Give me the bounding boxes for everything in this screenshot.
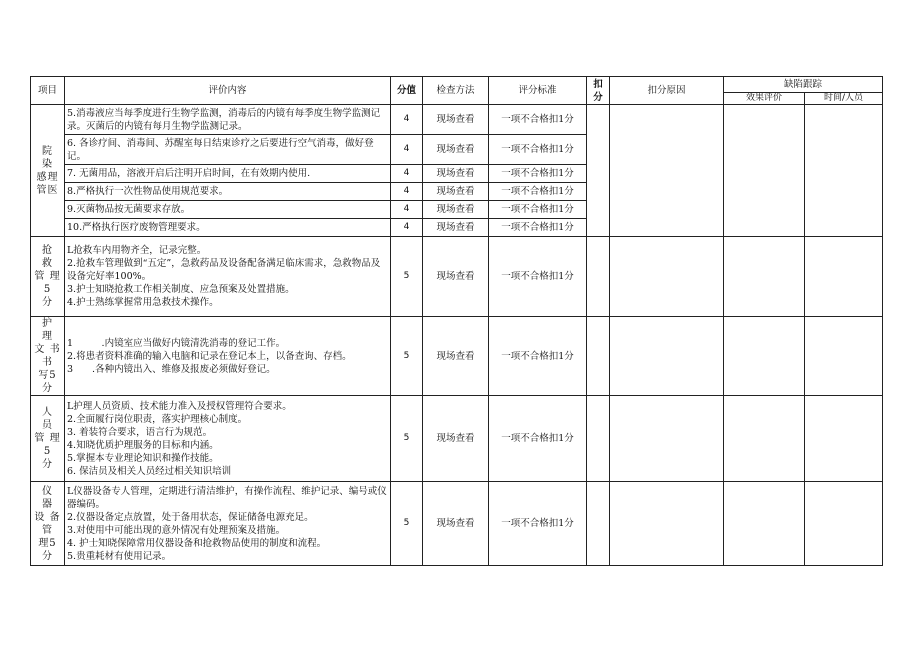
row-content: 6. 各诊疗间、消毒间、苏醒室每日结束诊疗之后要进行空气消毒，做好登记。	[65, 135, 391, 165]
deduct-cell[interactable]	[587, 482, 610, 566]
section-4-name	[31, 396, 65, 482]
row-score: 4	[391, 183, 423, 201]
row-content: L仪器设备专人管理，定期进行清洁维护，有操作流程、维护记录、编号或仪器编码。 2.仪器设备定点放置，处于备用状态，保证储备电源充足。 3.对使用中可能出现的意外情况有处理预案及措施。 4. 护士知晓保障常用仪器设备和抢救物品使用的制度和流程。 5.贵重耗材有使用记录。	[65, 482, 391, 566]
row-standard: 一项不合格扣1分	[489, 201, 587, 219]
section-name-line: 文 书 书	[34, 344, 61, 368]
row-score: 5	[391, 396, 423, 482]
row-method: 现场查看	[423, 183, 489, 201]
row-method: 现场查看	[423, 237, 489, 317]
time-person-cell[interactable]	[805, 237, 883, 317]
section-1-name	[31, 105, 65, 237]
row-method: 现场查看	[423, 165, 489, 183]
section-name-line: 染	[42, 158, 53, 170]
section-name-line: 仪 器	[42, 485, 64, 510]
row-method: 现场查看	[423, 219, 489, 237]
row-content: L抢救车内用物齐全，记录完整。 2.抢救车管理做到“五定”，急救药品及设备配备满足临床需求，急救物品及设备完好率100%。 3.护士知晓抢救工作相关制度、应急预案及处置措施。 4.护士熟练掌握常用急救技术操作。	[65, 237, 391, 317]
reason-cell[interactable]	[610, 317, 724, 396]
header-reason: 扣分原因	[610, 77, 724, 105]
row-standard: 一项不合格扣1分	[489, 183, 587, 201]
row-method: 现场查看	[423, 201, 489, 219]
row-content: 10.严格执行医疗废物管理要求。	[65, 219, 391, 237]
time-person-cell[interactable]	[805, 105, 883, 237]
reason-cell[interactable]	[610, 396, 724, 482]
reason-cell[interactable]	[610, 482, 724, 566]
deduct-cell[interactable]	[587, 237, 610, 317]
effect-cell[interactable]	[724, 105, 805, 237]
section-5-name	[31, 482, 65, 566]
header-effect: 效果评价	[724, 93, 805, 105]
row-score: 5	[391, 317, 423, 396]
section-name-line: 理5分	[38, 537, 57, 562]
effect-cell[interactable]	[724, 396, 805, 482]
row-score: 5	[391, 237, 423, 317]
row-standard: 一项不合格扣1分	[489, 165, 587, 183]
row-content: 9.灭菌物品按无菌要求存放。	[65, 201, 391, 219]
row-standard: 一项不合格扣1分	[489, 237, 587, 317]
section-name-line: 写5分	[38, 370, 57, 394]
time-person-cell[interactable]	[805, 396, 883, 482]
row-content: L护理人员资质、技术能力准入及授权管理符合要求。 2.全面履行岗位职责，落实护理核心制度。 3. 着装符合要求，语言行为规范。 4.知晓优质护理服务的目标和内涵。 5.掌握本专业理论知识和操作技能。 6. 保洁员及相关人员经过相关知识培训	[65, 396, 391, 482]
section-name-line: 人 员	[42, 407, 64, 431]
section-name-line: 管 理 5	[34, 433, 61, 457]
row-standard: 一项不合格扣1分	[489, 396, 587, 482]
row-standard: 一项不合格扣1分	[489, 317, 587, 396]
row-content: 1 .内镜室应当做好内镜清洗消毒的登记工作。 2.将患者资料准确的输入电脑和记录在登记本上，以备查询、存档。 3 .各种内镜出入、维修及报废必须做好登记。	[65, 317, 391, 396]
row-score: 5	[391, 482, 423, 566]
section-name-line: 抢 救	[42, 245, 64, 269]
header-deduct: 扣分	[587, 77, 610, 105]
row-score: 4	[391, 135, 423, 165]
section-3-name	[31, 317, 65, 396]
section-name-line: 管医	[36, 184, 59, 196]
header-tracking: 缺陷跟踪	[724, 77, 883, 93]
header-time-person: 时间/人员	[805, 93, 883, 105]
row-method: 现场查看	[423, 317, 489, 396]
section-name-line: 分	[42, 297, 53, 308]
header-standard: 评分标准	[489, 77, 587, 105]
header-content: 评价内容	[65, 77, 391, 105]
row-method: 现场查看	[423, 105, 489, 135]
row-standard: 一项不合格扣1分	[489, 105, 587, 135]
row-score: 4	[391, 201, 423, 219]
header-project: 项目	[31, 77, 65, 105]
row-score: 4	[391, 219, 423, 237]
section-name-line: 分	[42, 459, 53, 470]
section-name-line: 设 备 管	[34, 511, 61, 536]
row-standard: 一项不合格扣1分	[489, 219, 587, 237]
row-content: 7. 无菌用品，溶液开启后注明开启时间，在有效期内使用.	[65, 165, 391, 183]
effect-cell[interactable]	[724, 317, 805, 396]
row-content: 5.消毒液应当每季度进行生物学监测，消毒后的内镜有每季度生物学监测记录。灭菌后的内镜有每月生物学监测记录。	[65, 105, 391, 135]
header-score: 分值	[391, 77, 423, 105]
time-person-cell[interactable]	[805, 317, 883, 396]
deduct-cell[interactable]	[587, 317, 610, 396]
section-name-line: 院	[42, 145, 53, 157]
row-score: 4	[391, 105, 423, 135]
row-method: 现场查看	[423, 482, 489, 566]
section-2-name	[31, 237, 65, 317]
time-person-cell[interactable]	[805, 482, 883, 566]
reason-cell[interactable]	[610, 237, 724, 317]
effect-cell[interactable]	[724, 237, 805, 317]
row-score: 4	[391, 165, 423, 183]
section-name-line: 护 理	[42, 318, 64, 342]
deduct-cell[interactable]	[587, 105, 610, 237]
row-standard: 一项不合格扣1分	[489, 482, 587, 566]
effect-cell[interactable]	[724, 482, 805, 566]
header-method: 检查方法	[423, 77, 489, 105]
row-content: 8.严格执行一次性物品使用规范要求。	[65, 183, 391, 201]
row-method: 现场查看	[423, 396, 489, 482]
deduct-cell[interactable]	[587, 396, 610, 482]
row-method: 现场查看	[423, 135, 489, 165]
reason-cell[interactable]	[610, 105, 724, 237]
section-name-line: 管 理 5	[34, 271, 61, 295]
section-name-line: 感理	[36, 171, 59, 183]
row-standard: 一项不合格扣1分	[489, 135, 587, 165]
evaluation-table	[30, 76, 883, 566]
